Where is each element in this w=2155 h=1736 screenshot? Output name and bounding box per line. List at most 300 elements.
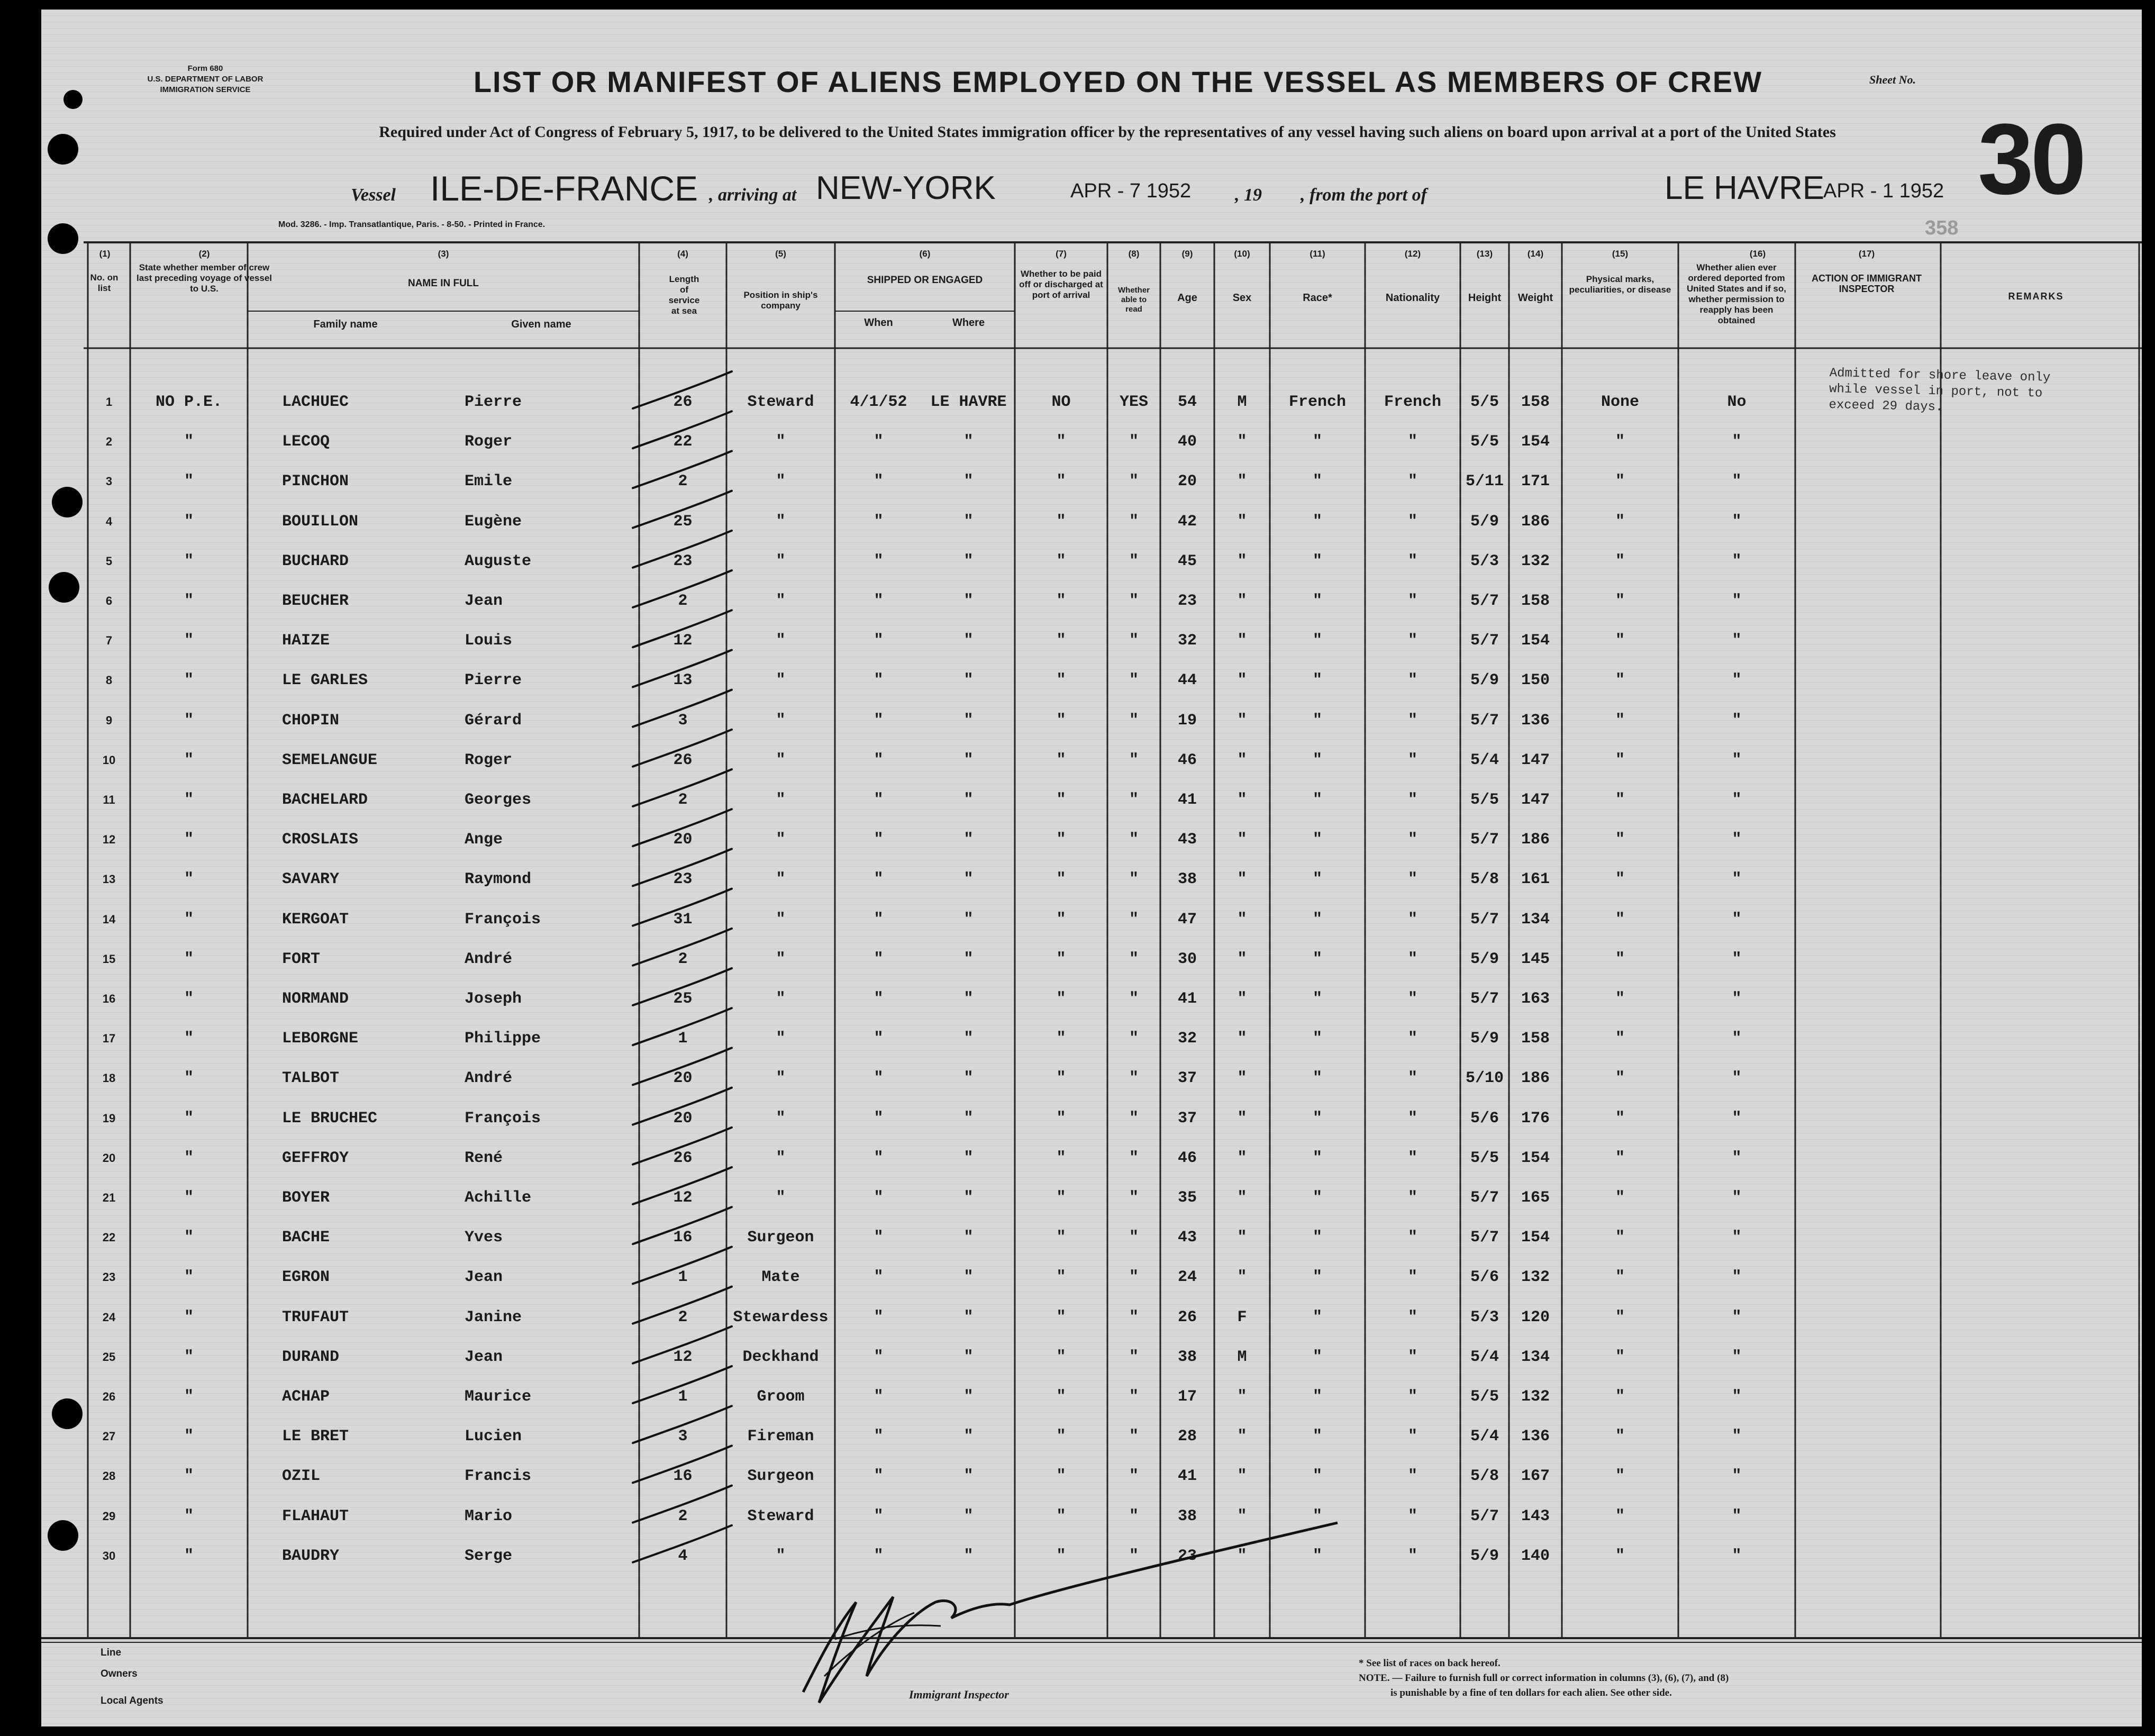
cell-given: Jean (465, 1268, 503, 1287)
cell-service: 12 (673, 632, 693, 650)
cell-when: " (874, 1467, 884, 1486)
cell-age: 38 (1177, 870, 1197, 889)
cell-family: BUCHARD (282, 552, 349, 570)
cell-given: André (465, 1069, 513, 1088)
cell-weight: 134 (1521, 910, 1550, 929)
cell-paid: " (1056, 1069, 1066, 1088)
cell-weight: 165 (1521, 1189, 1550, 1207)
cell-position: " (776, 990, 786, 1008)
cell-prev: " (184, 950, 194, 968)
cell-race: " (1312, 831, 1322, 849)
cell-when: " (874, 751, 884, 769)
cell-race: " (1312, 1189, 1322, 1207)
cell-prev: " (184, 1428, 194, 1446)
cell-prev: " (184, 512, 194, 531)
cell-service: 22 (673, 433, 693, 451)
cell-sex: " (1237, 512, 1247, 531)
cell-prev: " (184, 1229, 194, 1247)
footer-notes (1359, 1656, 1909, 1701)
cell-deported: " (1732, 990, 1742, 1008)
cell-age: 41 (1177, 1467, 1197, 1486)
cell-sex: " (1237, 1149, 1247, 1167)
cell-where: " (963, 552, 974, 570)
cell-where: " (963, 512, 974, 531)
cell-height: 5/7 (1470, 1229, 1499, 1247)
service-name: IMMIGRATION SERVICE (160, 85, 251, 94)
col-num: (11) (1310, 249, 1325, 259)
col-num: (3) (438, 249, 449, 259)
cell-deported: " (1732, 1467, 1742, 1486)
cell-where: " (963, 1348, 974, 1366)
cell-paid: " (1056, 592, 1066, 610)
cell-service: 1 (678, 1388, 688, 1406)
cell-age: 38 (1177, 1507, 1197, 1525)
cell-given: François (465, 910, 541, 929)
cell-where: " (963, 751, 974, 769)
cell-service: 4 (678, 1547, 688, 1565)
cell-race: " (1312, 592, 1322, 610)
cell-nationality: " (1407, 910, 1417, 929)
cell-no: 10 (102, 753, 116, 767)
cell-marks: " (1615, 711, 1625, 730)
cell-nationality: " (1407, 1268, 1417, 1287)
cell-read: " (1129, 1268, 1139, 1287)
cell-family: OZIL (282, 1467, 321, 1486)
cell-race: " (1312, 711, 1322, 730)
arrival-port: NEW-YORK (816, 170, 996, 206)
cell-read: " (1129, 791, 1139, 809)
cell-position: " (776, 870, 786, 889)
cell-where: " (963, 433, 974, 451)
cell-sex: " (1237, 950, 1247, 968)
cell-no: 15 (102, 952, 116, 966)
cell-when: " (874, 870, 884, 889)
owners-label: Owners (101, 1668, 138, 1679)
cell-age: 23 (1177, 592, 1197, 610)
cell-age: 54 (1177, 393, 1197, 411)
cell-position: Groom (757, 1388, 805, 1406)
cell-deported: " (1732, 870, 1742, 889)
punch-hole (49, 572, 79, 603)
cell-race: French (1288, 393, 1347, 411)
col-header-shipped: SHIPPED OR ENGAGED (867, 275, 983, 286)
cell-family: BEUCHER (282, 592, 349, 610)
cell-read: " (1129, 1308, 1139, 1326)
cell-height: 5/4 (1470, 751, 1499, 769)
cell-given: Philippe (465, 1030, 541, 1048)
cell-race: " (1312, 1030, 1322, 1048)
cell-service: 3 (678, 1428, 688, 1446)
punch-hole (63, 90, 83, 109)
cell-age: 24 (1177, 1268, 1197, 1287)
cell-height: 5/9 (1470, 1547, 1499, 1565)
cell-where: " (963, 1428, 974, 1446)
cell-no: 14 (102, 912, 116, 926)
cell-sex: " (1237, 592, 1247, 610)
cell-where: " (963, 1069, 974, 1088)
stamp-number: 358 (1925, 217, 1959, 239)
col-num: (12) (1404, 249, 1421, 259)
cell-marks: " (1615, 1467, 1625, 1486)
cell-where: " (963, 950, 974, 968)
col-header-weight: Weight (1517, 292, 1553, 304)
cell-no: 19 (102, 1111, 116, 1125)
cell-given: Ange (465, 831, 503, 849)
cell-height: 5/4 (1470, 1428, 1499, 1446)
cell-service: 1 (678, 1268, 688, 1287)
cell-weight: 143 (1521, 1507, 1550, 1525)
cell-where: " (963, 1308, 974, 1326)
arriving-label: , arriving at (709, 185, 797, 205)
cell-when: " (874, 1030, 884, 1048)
col-header-prev-voyage: State whether member of crew last preceding voyage of vessel to U.S. (136, 262, 272, 294)
col-header-physical: Physical marks, peculiarities, or disease (1569, 274, 1671, 295)
col-header-age: Age (1177, 292, 1197, 304)
cell-prev: " (184, 990, 194, 1008)
cell-prev: " (184, 552, 194, 570)
cell-deported: " (1732, 1507, 1742, 1525)
cell-service: 20 (673, 1069, 693, 1088)
cell-sex: " (1237, 552, 1247, 570)
cell-weight: 120 (1521, 1308, 1550, 1326)
cell-race: " (1312, 1507, 1322, 1525)
line-label: Line (101, 1647, 122, 1658)
cell-sex: " (1237, 433, 1247, 451)
cell-race: " (1312, 1547, 1322, 1565)
cell-paid: " (1056, 1189, 1066, 1207)
cell-read: " (1129, 1348, 1139, 1366)
cell-given: Eugène (465, 512, 522, 531)
cell-read: " (1129, 1229, 1139, 1247)
page-title: LIST OR MANIFEST OF ALIENS EMPLOYED ON THE VESSEL AS MEMBERS OF CREW (473, 65, 1763, 98)
cell-given: Lucien (465, 1428, 522, 1446)
punch-hole (52, 487, 83, 517)
cell-given: Pierre (465, 393, 522, 411)
cell-height: 5/8 (1470, 870, 1499, 889)
cell-no: 2 (105, 435, 113, 449)
cell-nationality: " (1407, 1507, 1417, 1525)
cell-no: 24 (102, 1310, 116, 1324)
cell-race: " (1312, 1308, 1322, 1326)
cell-no: 27 (102, 1430, 116, 1443)
cell-prev: " (184, 1030, 194, 1048)
cell-prev: " (184, 632, 194, 650)
requirement-text: Required under Act of Congress of February 5, 1917, to be delivered to the United States immigration officer by the representatives of any vessel having such aliens on board upon arrival at a port of the United States (379, 123, 1836, 141)
cell-deported: " (1732, 1189, 1742, 1207)
cell-nationality: French (1384, 393, 1442, 411)
cell-given: Pierre (465, 671, 522, 690)
cell-prev: " (184, 472, 194, 491)
cell-deported: " (1732, 472, 1742, 491)
col-header-height: Height (1468, 292, 1502, 304)
cell-family: FLAHAUT (282, 1507, 349, 1525)
cell-weight: 176 (1521, 1109, 1550, 1128)
col-num: (10) (1234, 249, 1250, 259)
cell-marks: " (1615, 1348, 1625, 1366)
cell-weight: 154 (1521, 433, 1550, 451)
cell-race: " (1312, 1069, 1322, 1088)
cell-read: " (1129, 1467, 1139, 1486)
cell-position: Surgeon (747, 1467, 814, 1486)
cell-paid: " (1056, 990, 1066, 1008)
cell-where: " (963, 1109, 974, 1128)
col-header-action: ACTION OF IMMIGRANT INSPECTOR (1812, 273, 1922, 294)
cell-prev: " (184, 751, 194, 769)
cell-read: " (1129, 950, 1139, 968)
cell-given: Jean (465, 1348, 503, 1366)
cell-paid: " (1056, 831, 1066, 849)
cell-height: 5/9 (1470, 671, 1499, 690)
cell-weight: 132 (1521, 1388, 1550, 1406)
cell-sex: " (1237, 831, 1247, 849)
cell-marks: " (1615, 751, 1625, 769)
cell-where: " (963, 671, 974, 690)
cell-weight: 147 (1521, 751, 1550, 769)
cell-weight: 134 (1521, 1348, 1550, 1366)
cell-where: " (963, 1467, 974, 1486)
cell-age: 30 (1177, 950, 1197, 968)
cell-nationality: " (1407, 870, 1417, 889)
cell-deported: " (1732, 1348, 1742, 1366)
cell-prev: " (184, 910, 194, 929)
cell-no: 5 (105, 554, 113, 568)
cell-read: " (1129, 592, 1139, 610)
cell-given: Roger (465, 433, 513, 451)
cell-age: 26 (1177, 1308, 1197, 1326)
cell-weight: 186 (1521, 512, 1550, 531)
cell-prev: " (184, 671, 194, 690)
cell-paid: " (1056, 1348, 1066, 1366)
cell-marks: " (1615, 552, 1625, 570)
cell-sex: " (1237, 1109, 1247, 1128)
col-header-deported: Whether alien ever ordered deported from United States and if so, whether permission to reapply has been obtained (1687, 262, 1786, 325)
cell-where: " (963, 632, 974, 650)
cell-age: 46 (1177, 751, 1197, 769)
cell-sex: " (1237, 1229, 1247, 1247)
cell-sex: " (1237, 791, 1247, 809)
cell-paid: " (1056, 791, 1066, 809)
cell-deported: " (1732, 1229, 1742, 1247)
cell-marks: " (1615, 433, 1625, 451)
cell-family: CHOPIN (282, 711, 340, 730)
cell-given: Mario (465, 1507, 513, 1525)
cell-marks: " (1615, 791, 1625, 809)
col-header-nationality: Nationality (1385, 292, 1440, 304)
cell-deported: " (1732, 1030, 1742, 1048)
cell-sex: " (1237, 472, 1247, 491)
cell-service: 26 (673, 751, 693, 769)
cell-family: CROSLAIS (282, 831, 359, 849)
cell-when: " (874, 1547, 884, 1565)
cell-given: Raymond (465, 870, 532, 889)
cell-nationality: " (1407, 472, 1417, 491)
cell-no: 6 (105, 594, 113, 607)
cell-given: Auguste (465, 552, 532, 570)
cell-no: 18 (102, 1071, 116, 1085)
cell-service: 23 (673, 870, 693, 889)
cell-when: " (874, 433, 884, 451)
cell-height: 5/3 (1470, 1308, 1499, 1326)
cell-service: 2 (678, 950, 688, 968)
cell-when: " (874, 950, 884, 968)
cell-race: " (1312, 552, 1322, 570)
col-header-read: Whether able to read (1118, 286, 1150, 314)
cell-marks: " (1615, 870, 1625, 889)
cell-deported: " (1732, 1069, 1742, 1088)
cell-marks: " (1615, 671, 1625, 690)
cell-sex: " (1237, 1428, 1247, 1446)
cell-paid: " (1056, 512, 1066, 531)
cell-family: BAUDRY (282, 1547, 340, 1565)
cell-race: " (1312, 1467, 1322, 1486)
year-label: , 19 (1235, 185, 1262, 205)
col-num: (1) (99, 249, 111, 259)
cell-prev: " (184, 1348, 194, 1366)
cell-deported: " (1732, 1109, 1742, 1128)
cell-sex: " (1237, 751, 1247, 769)
cell-height: 5/7 (1470, 592, 1499, 610)
cell-service: 26 (673, 393, 693, 411)
cell-when: " (874, 831, 884, 849)
cell-marks: None (1601, 393, 1639, 411)
cell-marks: " (1615, 1547, 1625, 1565)
cell-paid: " (1056, 870, 1066, 889)
cell-height: 5/9 (1470, 1030, 1499, 1048)
cell-where: " (963, 1189, 974, 1207)
cell-paid: " (1056, 1268, 1066, 1287)
cell-nationality: " (1407, 791, 1417, 809)
cell-family: DURAND (282, 1348, 340, 1366)
cell-service: 20 (673, 831, 693, 849)
cell-age: 38 (1177, 1348, 1197, 1366)
cell-sex: " (1237, 1467, 1247, 1486)
cell-age: 28 (1177, 1428, 1197, 1446)
cell-position: Steward (747, 393, 814, 411)
cell-paid: " (1056, 1388, 1066, 1406)
cell-when: " (874, 472, 884, 491)
cell-family: NORMAND (282, 990, 349, 1008)
cell-height: 5/5 (1470, 791, 1499, 809)
cell-deported: " (1732, 433, 1742, 451)
cell-where: " (963, 1229, 974, 1247)
col-header-service: Length of service at sea (668, 274, 700, 316)
cell-position: " (776, 1109, 786, 1128)
cell-when: " (874, 512, 884, 531)
from-port-label: , from the port of (1301, 185, 1427, 205)
cell-family: LEBORGNE (282, 1030, 359, 1048)
cell-no: 22 (102, 1231, 116, 1244)
cell-position: Fireman (747, 1428, 814, 1446)
col-num: (14) (1527, 249, 1544, 259)
cell-age: 41 (1177, 791, 1197, 809)
col-header-name: NAME IN FULL (407, 278, 479, 289)
cell-where: " (963, 472, 974, 491)
cell-nationality: " (1407, 552, 1417, 570)
cell-position: " (776, 1547, 786, 1565)
cell-height: 5/5 (1470, 433, 1499, 451)
cell-marks: " (1615, 512, 1625, 531)
col-header-paid-off: Whether to be paid off or discharged at port of arrival (1019, 269, 1103, 300)
cell-when: " (874, 1189, 884, 1207)
cell-service: 20 (673, 1109, 693, 1128)
cell-read: " (1129, 512, 1139, 531)
cell-paid: " (1056, 1428, 1066, 1446)
cell-marks: " (1615, 1268, 1625, 1287)
cell-weight: 136 (1521, 711, 1550, 730)
cell-deported: " (1732, 632, 1742, 650)
cell-weight: 158 (1521, 1030, 1550, 1048)
cell-height: 5/7 (1470, 831, 1499, 849)
cell-no: 21 (102, 1191, 116, 1204)
cell-prev: " (184, 1149, 194, 1167)
departure-port: LE HAVRE (1665, 170, 1825, 206)
cell-nationality: " (1407, 592, 1417, 610)
cell-position: " (776, 512, 786, 531)
cell-no: 9 (105, 713, 113, 727)
cell-race: " (1312, 1229, 1322, 1247)
cell-position: " (776, 751, 786, 769)
cell-marks: " (1615, 1189, 1625, 1207)
cell-read: " (1129, 671, 1139, 690)
cell-no: 16 (102, 992, 116, 1005)
cell-position: " (776, 552, 786, 570)
cell-read: " (1129, 990, 1139, 1008)
cell-paid: " (1056, 711, 1066, 730)
cell-read: " (1129, 910, 1139, 929)
cell-where: " (963, 831, 974, 849)
cell-race: " (1312, 1268, 1322, 1287)
cell-read: " (1129, 1428, 1139, 1446)
cell-prev: " (184, 1069, 194, 1088)
cell-weight: 150 (1521, 671, 1550, 690)
cell-family: SAVARY (282, 870, 340, 889)
cell-service: 23 (673, 552, 693, 570)
cell-race: " (1312, 433, 1322, 451)
cell-deported: No (1727, 393, 1747, 411)
cell-read: " (1129, 1149, 1139, 1167)
cell-paid: " (1056, 1507, 1066, 1525)
cell-marks: " (1615, 1308, 1625, 1326)
cell-family: LE GARLES (282, 671, 368, 690)
cell-age: 32 (1177, 1030, 1197, 1048)
col-header-remarks: REMARKS (2008, 291, 2064, 302)
cell-no: 12 (102, 833, 116, 847)
cell-age: 45 (1177, 552, 1197, 570)
cell-position: " (776, 1030, 786, 1048)
cell-height: 5/7 (1470, 1189, 1499, 1207)
cell-prev: " (184, 711, 194, 730)
cell-height: 5/5 (1470, 1388, 1499, 1406)
cell-nationality: " (1407, 1308, 1417, 1326)
manifest-sheet (41, 10, 2142, 1726)
cell-service: 2 (678, 1507, 688, 1525)
cell-paid: " (1056, 1467, 1066, 1486)
cell-where: LE HAVRE (930, 393, 1007, 411)
cell-where: " (963, 592, 974, 610)
col-num: (7) (1056, 249, 1067, 259)
col-header-race: Race* (1303, 292, 1332, 304)
col-num: (9) (1181, 249, 1193, 259)
col-header-sex: Sex (1232, 292, 1252, 304)
cell-nationality: " (1407, 1030, 1417, 1048)
cell-paid: " (1056, 1030, 1066, 1048)
cell-read: " (1129, 552, 1139, 570)
cell-where: " (963, 1507, 974, 1525)
cell-read: " (1129, 870, 1139, 889)
cell-read: " (1129, 1069, 1139, 1088)
cell-weight: 171 (1521, 472, 1550, 491)
cell-family: ACHAP (282, 1388, 330, 1406)
